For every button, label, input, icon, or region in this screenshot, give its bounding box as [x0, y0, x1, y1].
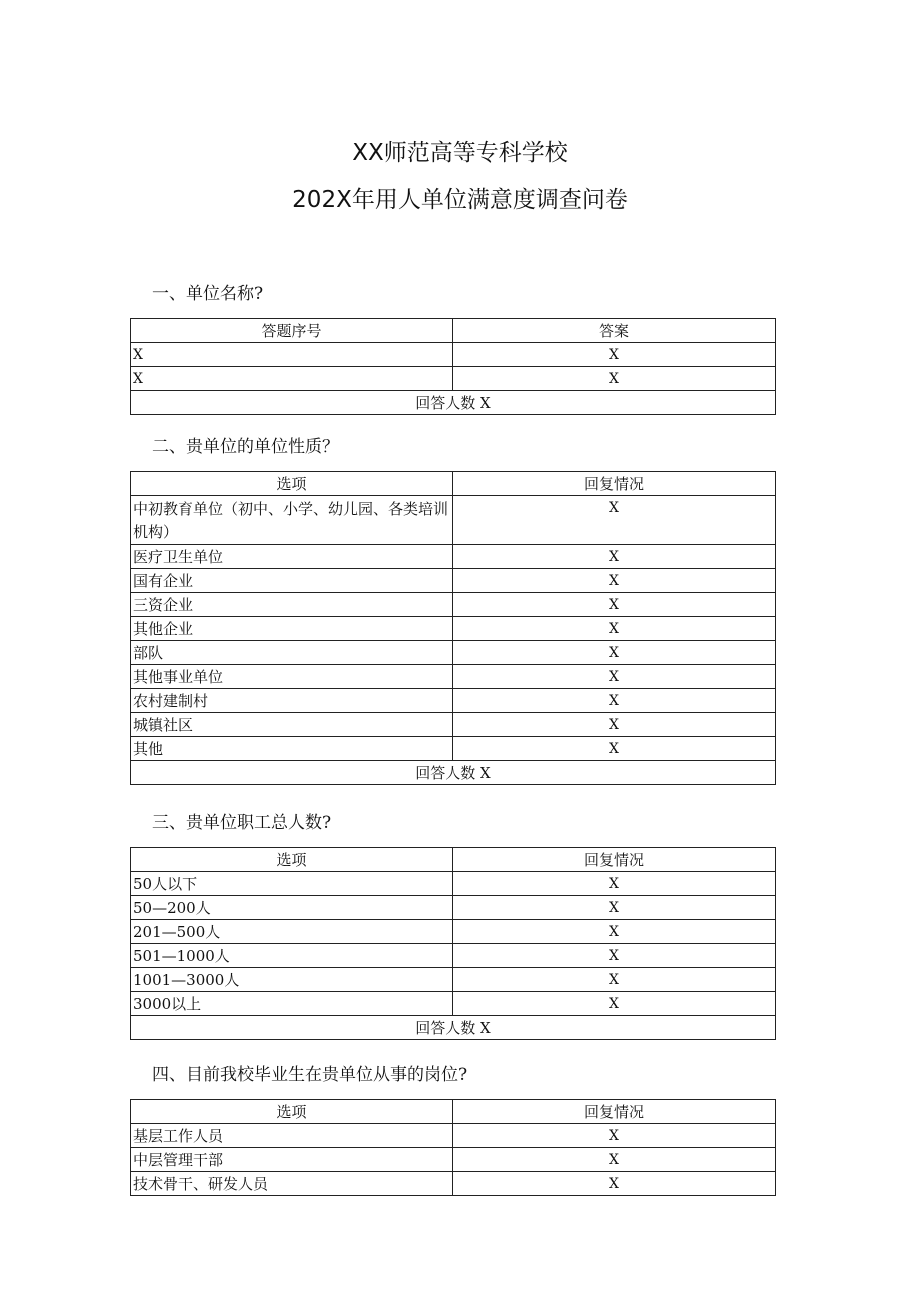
table-staff-count: [130, 847, 776, 1040]
header-cell: 回复情况: [453, 848, 776, 872]
document-subtitle: 202X年用人单位满意度调查问卷: [292, 187, 628, 213]
header-cell: 回复情况: [453, 1100, 776, 1124]
question-1: 一、单位名称?: [152, 284, 264, 304]
table-row: [131, 569, 776, 593]
option-label: 农村建制村: [131, 689, 453, 713]
cell-answer: X: [453, 343, 776, 367]
table-row: [131, 545, 776, 569]
table-row: [131, 944, 776, 968]
option-value: X: [453, 593, 776, 617]
option-label: 其他企业: [131, 617, 453, 641]
option-value: X: [453, 1148, 776, 1172]
table-row: [131, 343, 776, 367]
option-label: 50—200人: [131, 896, 453, 920]
table-row: [131, 593, 776, 617]
option-value: X: [453, 1172, 776, 1196]
table-unit-type: [130, 471, 776, 785]
table-header-row: [131, 319, 776, 343]
respondent-count: 回答人数 X: [131, 391, 776, 415]
option-value: X: [453, 737, 776, 761]
option-value: X: [453, 496, 776, 545]
option-value: X: [453, 689, 776, 713]
table-total-row: [131, 761, 776, 785]
table-graduate-position: [130, 1099, 776, 1196]
respondent-count: 回答人数 X: [131, 1016, 776, 1040]
option-value: X: [453, 545, 776, 569]
table-row: [131, 872, 776, 896]
option-label: 201—500人: [131, 920, 453, 944]
option-label: 部队: [131, 641, 453, 665]
option-value: X: [453, 872, 776, 896]
option-value: X: [453, 713, 776, 737]
table-row: [131, 1148, 776, 1172]
question-2: 二、贵单位的单位性质？: [152, 437, 339, 457]
header-cell: 回复情况: [453, 472, 776, 496]
header-cell: 选项: [131, 1100, 453, 1124]
option-value: X: [453, 992, 776, 1016]
table-row: [131, 665, 776, 689]
table-row: [131, 968, 776, 992]
option-label: 三资企业: [131, 593, 453, 617]
table-unit-name: [130, 318, 776, 415]
option-value: X: [453, 1124, 776, 1148]
option-label: 其他: [131, 737, 453, 761]
option-value: X: [453, 665, 776, 689]
cell-seq: X: [131, 343, 453, 367]
table-row: [131, 689, 776, 713]
option-label: 城镇社区: [131, 713, 453, 737]
option-value: X: [453, 617, 776, 641]
option-label: 中层管理干部: [131, 1148, 453, 1172]
option-label: 医疗卫生单位: [131, 545, 453, 569]
header-cell: 答案: [453, 319, 776, 343]
option-value: X: [453, 641, 776, 665]
table-row: [131, 496, 776, 545]
option-label: 501—1000人: [131, 944, 453, 968]
option-label: 1001—3000人: [131, 968, 453, 992]
table-row: [131, 1172, 776, 1196]
option-value: X: [453, 920, 776, 944]
table-row: [131, 896, 776, 920]
option-label: 基层工作人员: [131, 1124, 453, 1148]
question-4: 四、目前我校毕业生在贵单位从事的岗位?: [152, 1065, 468, 1085]
table-header-row: [131, 472, 776, 496]
respondent-count: 回答人数 X: [131, 761, 776, 785]
option-value: X: [453, 896, 776, 920]
option-label: 其他事业单位: [131, 665, 453, 689]
table-row: [131, 617, 776, 641]
cell-seq: X: [131, 367, 453, 391]
table-total-row: [131, 1016, 776, 1040]
table-row: [131, 367, 776, 391]
header-cell: 答题序号: [131, 319, 453, 343]
table-total-row: [131, 391, 776, 415]
option-value: X: [453, 968, 776, 992]
header-cell: 选项: [131, 848, 453, 872]
table-row: [131, 920, 776, 944]
option-label: 3000以上: [131, 992, 453, 1016]
question-3: 三、贵单位职工总人数?: [152, 813, 332, 833]
table-header-row: [131, 1100, 776, 1124]
document-title: XX师范高等专科学校: [352, 140, 568, 166]
table-row: [131, 641, 776, 665]
table-row: [131, 713, 776, 737]
table-row: [131, 992, 776, 1016]
table-row: [131, 737, 776, 761]
option-label: 50人以下: [131, 872, 453, 896]
option-label: 国有企业: [131, 569, 453, 593]
header-cell: 选项: [131, 472, 453, 496]
option-value: X: [453, 944, 776, 968]
table-row: [131, 1124, 776, 1148]
table-header-row: [131, 848, 776, 872]
cell-answer: X: [453, 367, 776, 391]
option-label: 中初教育单位（初中、小学、幼儿园、各类培训机构）: [131, 496, 453, 545]
option-label: 技术骨干、研发人员: [131, 1172, 453, 1196]
option-value: X: [453, 569, 776, 593]
